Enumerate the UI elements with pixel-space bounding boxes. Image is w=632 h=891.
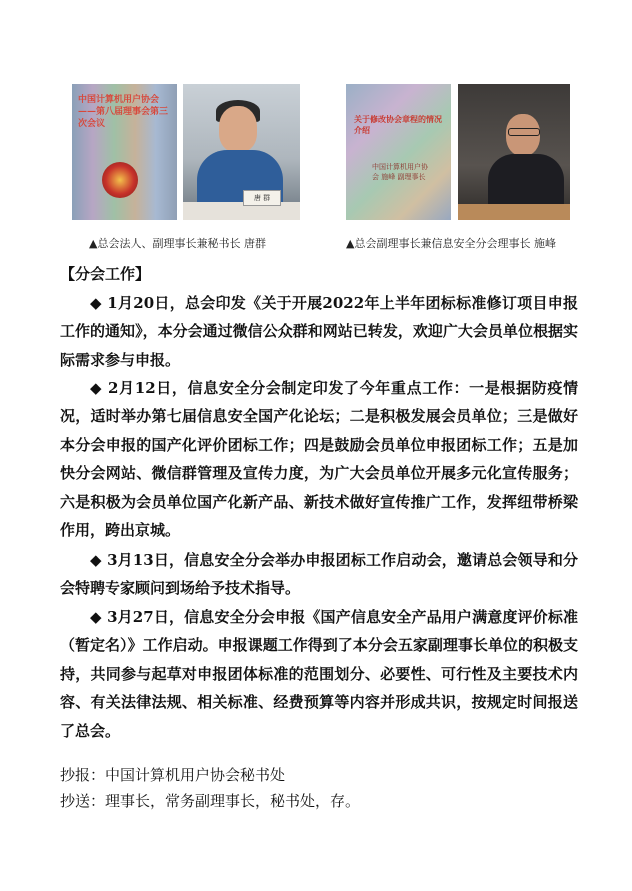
copy-send-line: 抄送：理事长，常务副理事长，秘书处，存。 <box>60 792 361 810</box>
photo-caption-right: ▲总会副理事长兼信息安全分会理事长 施峰 <box>346 237 556 250</box>
photo-caption-left: ▲总会法人、副理事长兼秘书长 唐群 <box>89 237 266 250</box>
photo-speaker-tang-qun <box>183 84 300 220</box>
photo-presentation-screen <box>346 84 451 220</box>
photo-meeting-screen <box>72 84 177 220</box>
news-paragraph: ◆ 1月20日，总会印发《关于开展2022年上半年团标标准修订项目申报工作的通知》，本分会通过微信公众群和网站已转发，欢迎广大会员单位根据实际需求参与申报。 <box>60 294 578 369</box>
screen-subtitle-text: 中国计算机用户协会 施峰 副理事长 <box>372 163 428 181</box>
association-logo <box>102 162 138 198</box>
section-heading: 【分会工作】 <box>60 265 151 283</box>
nameplate: 唐 群 <box>243 190 281 206</box>
photo-speaker-shi-feng <box>458 84 570 220</box>
news-paragraph: ◆ 2月12日，信息安全分会制定印发了今年重点工作：一是根据防疫情况，适时举办第七届信息安全国产化论坛；二是积极发展会员单位；三是做好本分会申报的国产化评价团标工作；四是鼓励会员单位申报团标工作；五是加快分会网站、微信群管理及宣传力度，为广大会员单位开展多元化宣传服务；六是积极为会员单位国产化新产品、新技术做好宣传推广工作，发挥纽带桥梁作用，跨出京城。 <box>60 379 578 540</box>
news-paragraph: ◆ 3月27日，信息安全分会申报《国产信息安全产品用户满意度评价标准（暂定名）》工作启动。申报课题工作得到了本分会五家副理事长单位的积极支持，共同参与起草对申报团体标准的范围划分、必要性、可行性及主要技术内容、有关法律法规、相关标准、经费预算等内容并形成共识，按规定时间报送了总会。 <box>60 608 578 740</box>
screen-title-text: 关于修改协会章程的情况介绍 <box>354 114 442 135</box>
news-paragraph: ◆ 3月13日，信息安全分会举办申报团标工作启动会，邀请总会领导和分会特聘专家顾问到场给予技术指导。 <box>60 551 578 598</box>
copy-report-line: 抄报：中国计算机用户协会秘书处 <box>60 766 286 784</box>
screen-title-text: 中国计算机用户协会——第八届理事会第三次会议 <box>78 95 169 129</box>
